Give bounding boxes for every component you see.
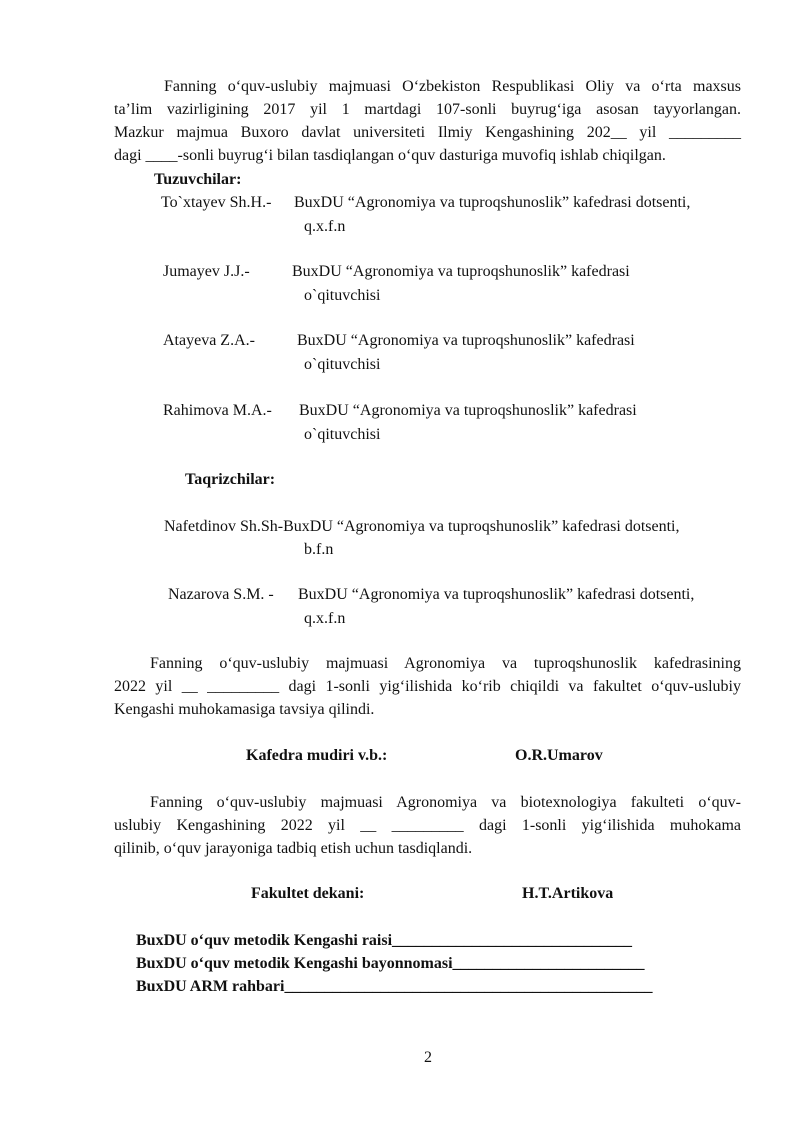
- intro-line: dagi ____-sonli buyrug‘i bilan tasdiqlangan o‘quv dasturiga muvofiq ishlab chiqilgan.: [114, 147, 666, 164]
- faculty-line: qilinib, o‘quv jarayoniga tadbiq etish uchun tasdiqlandi.: [114, 840, 473, 857]
- intro-line: ta’lim vazirligining 2017 yil 1 martdagi 107-sonli buyrug‘iga asosan tayyorlangan.: [114, 101, 741, 118]
- dept-head-name: O.R.Umarov: [515, 747, 603, 764]
- faculty-line: uslubiy Kengashining 2022 yil __ _________ dagi 1-sonli yig‘ilishida muhokama: [114, 817, 741, 834]
- reviewer-position: BuxDU “Agronomiya va tuproqshunoslik” kafedrasi dotsenti,: [298, 586, 695, 603]
- author-degree: o`qituvchisi: [304, 356, 381, 373]
- dean-name: H.T.Artikova: [522, 885, 614, 902]
- author-name: Rahimova M.A.-: [163, 402, 272, 419]
- author-position: BuxDU “Agronomiya va tuproqshunoslik” kafedrasi: [299, 402, 637, 419]
- intro-line: Mazkur majmua Buxoro davlat universiteti Ilmiy Kengashining 202__ yil _________: [114, 124, 741, 141]
- intro-paragraph: [114, 75, 741, 167]
- department-paragraph: [114, 652, 741, 721]
- department-line: 2022 yil __ _________ dagi 1-sonli yig‘ilishida ko‘rib chiqildi va fakultet o‘quv-uslubiy: [114, 678, 741, 695]
- reviewers-heading: Taqrizchilar:: [185, 471, 276, 488]
- author-position: BuxDU “Agronomiya va tuproqshunoslik” kafedrasi: [292, 263, 630, 280]
- department-line: Fanning o‘quv-uslubiy majmuasi Agronomiya va tuproqshunoslik kafedrasining: [150, 655, 741, 672]
- author-name: Atayeva Z.A.-: [163, 332, 255, 349]
- approval-line: BuxDU ARM rahbari______________________________________________: [136, 978, 653, 995]
- author-position: BuxDU “Agronomiya va tuproqshunoslik” kafedrasi dotsenti,: [294, 194, 691, 211]
- page-number: 2: [424, 1049, 432, 1066]
- author-name: To`xtayev Sh.H.-: [161, 194, 272, 211]
- dean-title: Fakultet dekani:: [251, 885, 365, 902]
- author-degree: q.x.f.n: [304, 218, 346, 235]
- author-position: BuxDU “Agronomiya va tuproqshunoslik” kafedrasi: [297, 332, 635, 349]
- reviewer-name: Nazarova S.M. -: [168, 586, 274, 603]
- reviewer-degree: b.f.n: [304, 541, 334, 558]
- approval-line: BuxDU o‘quv metodik Kengashi raisi______________________________: [136, 932, 633, 949]
- approval-line: BuxDU o‘quv metodik Kengashi bayonnomasi________________________: [136, 955, 645, 972]
- author-name: Jumayev J.J.-: [163, 263, 250, 280]
- intro-line: Fanning o‘quv-uslubiy majmuasi O‘zbekiston Respublikasi Oliy va o‘rta maxsus: [164, 78, 741, 95]
- author-degree: o`qituvchisi: [304, 287, 381, 304]
- reviewer-line: Nafetdinov Sh.Sh-BuxDU “Agronomiya va tuproqshunoslik” kafedrasi dotsenti,: [164, 518, 680, 535]
- faculty-paragraph: [114, 791, 741, 860]
- department-line: Kengashi muhokamasiga tavsiya qilindi.: [114, 701, 375, 718]
- reviewer-degree: q.x.f.n: [304, 610, 346, 627]
- dept-head-title: Kafedra mudiri v.b.:: [246, 747, 388, 764]
- author-degree: o`qituvchisi: [304, 426, 381, 443]
- authors-heading: Tuzuvchilar:: [154, 171, 242, 188]
- faculty-line: Fanning o‘quv-uslubiy majmuasi Agronomiya va biotexnologiya fakulteti o‘quv-: [150, 794, 741, 811]
